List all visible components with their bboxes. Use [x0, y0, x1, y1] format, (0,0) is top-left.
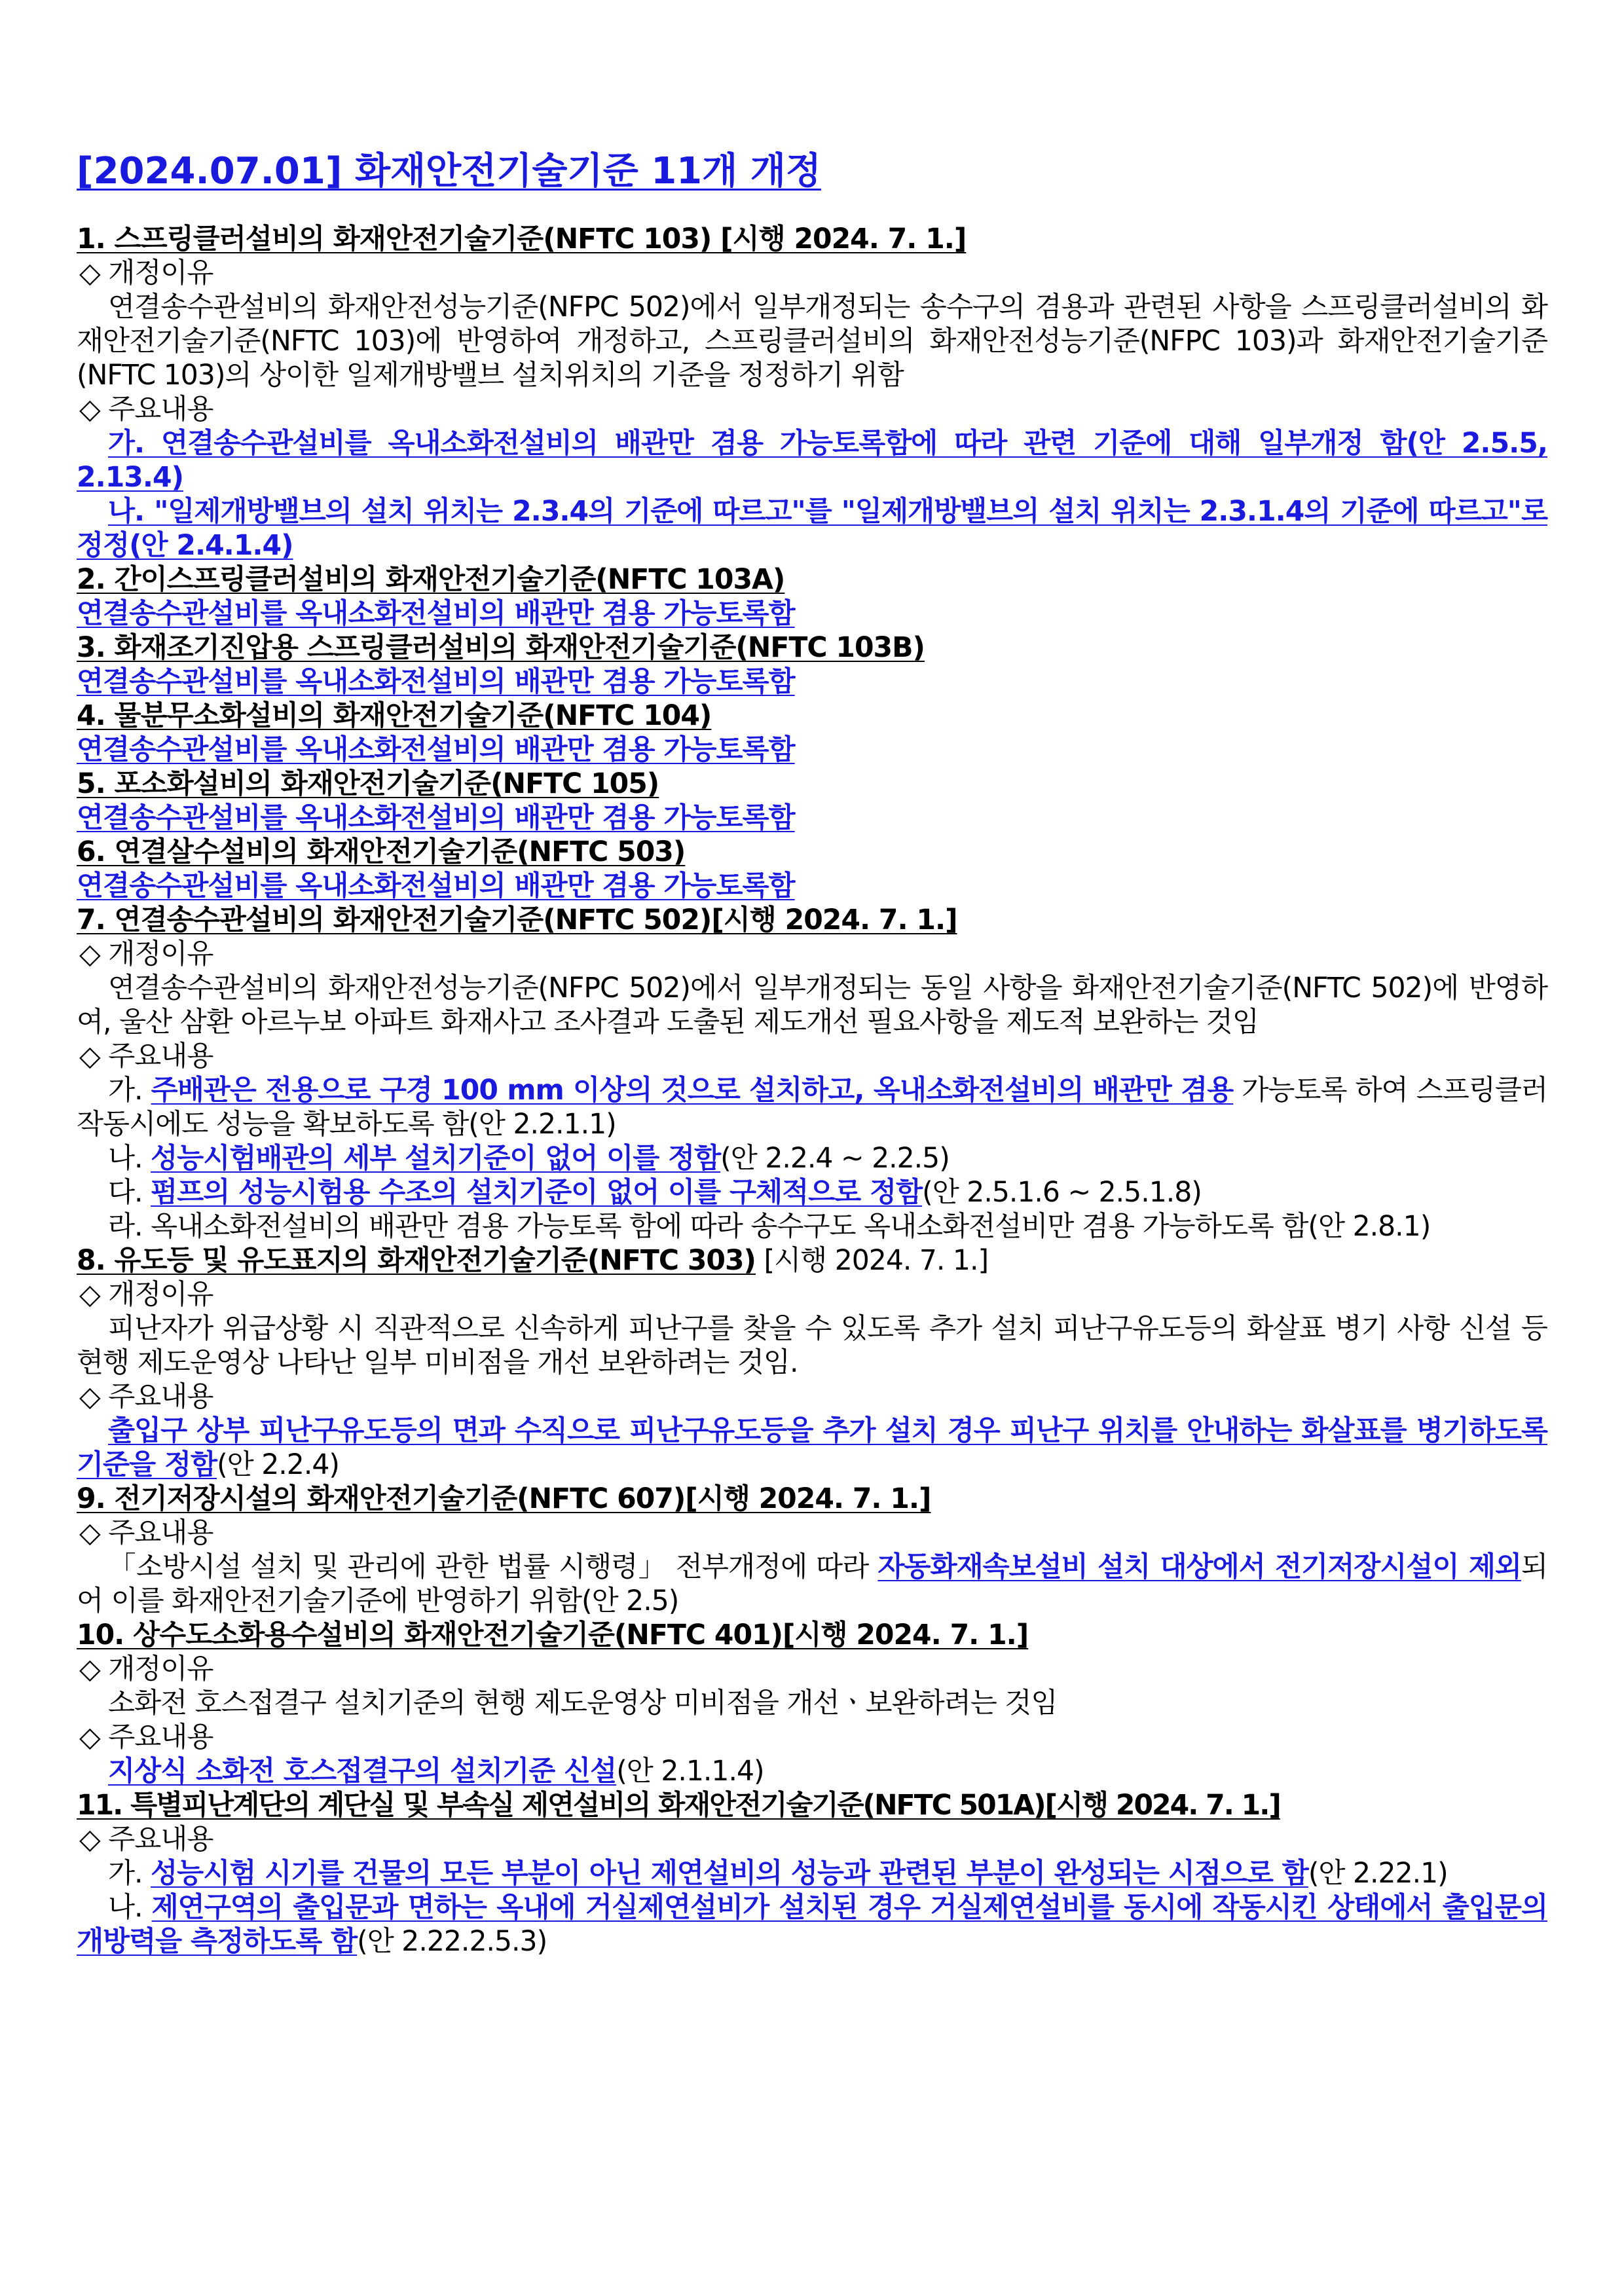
section-8-item-rest: (안 2.2.4) [217, 1449, 339, 1481]
section-3-heading: 3. 화재조기진압용 스프링클러설비의 화재안전기술기준(NFTC 103B) [77, 632, 925, 664]
section-5-heading: 5. 포소화설비의 화재안전기술기준(NFTC 105) [77, 768, 659, 800]
section-7-item-c-rest: (안 2.5.1.6 ~ 2.5.1.8) [922, 1177, 1202, 1209]
section-11-item-a-link[interactable]: 성능시험 시기를 건물의 모든 부분이 아닌 제연설비의 성능과 관련된 부분이 완성되는 시점으로 함 [151, 1858, 1308, 1890]
section-11-item-b [77, 1891, 1547, 1959]
section-7-item-d: 라. 옥내소화전설비의 배관만 겸용 가능토록 함에 따라 송수구도 옥내소화전설비만 겸용 가능하도록 함(안 2.8.1) [108, 1211, 1431, 1243]
section-7-item-a-link[interactable]: 주배관은 전용으로 구경 100 mm 이상의 것으로 설치하고, 옥내소화전설비의 배관만 겸용 [151, 1074, 1234, 1107]
section-8-heading-title: 8. 유도등 및 유도표지의 화재안전기술기준(NFTC 303) [77, 1245, 756, 1277]
section-3-link[interactable]: 연결송수관설비를 옥내소화전설비의 배관만 겸용 가능토록함 [77, 666, 795, 698]
section-8-content-label: ◇ 주요내용 [79, 1381, 213, 1413]
section-11-heading: 11. 특별피난계단의 계단실 및 부속실 제연설비의 화재안전기술기준(NFTC 501A)[시행 2024. 7. 1.] [77, 1790, 1280, 1822]
section-11-item-b-prefix: 나. [108, 1892, 152, 1924]
section-4-link[interactable]: 연결송수관설비를 옥내소화전설비의 배관만 겸용 가능토록함 [77, 734, 795, 766]
section-9-item-rest: 되어 이를 화재안전기술기준에 반영하기 위함(안 2.5) [77, 1551, 1548, 1617]
section-7-content-label: ◇ 주요내용 [79, 1040, 213, 1073]
section-11-content-label: ◇ 주요내용 [79, 1824, 213, 1856]
section-1-item-a[interactable]: 가. 연결송수관설비를 옥내소화전설비의 배관만 겸용 가능토록함에 따라 관련 기준에 대해 일부개정 함(안 2.5.5, 2.13.4) [77, 428, 1547, 494]
section-10-reason-text: 소화전 호스접결구 설치기준의 현행 제도운영상 미비점을 개선ㆍ보완하려는 것임 [108, 1687, 1058, 1719]
section-9-item-link[interactable]: 자동화재속보설비 설치 대상에서 전기저장시설이 제외 [877, 1551, 1521, 1583]
document-body [77, 145, 1547, 1959]
section-8-reason-label: ◇ 개정이유 [79, 1279, 213, 1311]
section-6-heading: 6. 연결살수설비의 화재안전기술기준(NFTC 503) [77, 836, 686, 868]
section-11-item-b-rest: (안 2.22.2.5.3) [357, 1926, 547, 1958]
section-7-item-b-prefix: 나. [108, 1143, 151, 1175]
section-7-item-a-rest: 가능토록 하여 스프링클러 작동시에도 성능을 확보하도록 함(안 2.2.1.1) [77, 1074, 1548, 1141]
section-5-link[interactable]: 연결송수관설비를 옥내소화전설비의 배관만 겸용 가능토록함 [77, 802, 795, 834]
section-6-link[interactable]: 연결송수관설비를 옥내소화전설비의 배관만 겸용 가능토록함 [77, 870, 795, 902]
section-7-heading: 7. 연결송수관설비의 화재안전기술기준(NFTC 502)[시행 2024. 7. 1.] [77, 904, 957, 936]
section-10-item-rest: (안 2.1.1.4) [616, 1755, 764, 1788]
section-7-reason-text: 연결송수관설비의 화재안전성능기준(NFPC 502)에서 일부개정되는 동일 사항을 화재안전기술기준(NFTC 502)에 반영하여, 울산 삼환 아르누보 아파트 화재사고 조사결과 도출된 제도개선 필요사항을 제도적 보완하는 것임 [77, 972, 1547, 1038]
section-1-heading: 1. 스프링클러설비의 화재안전기술기준(NFTC 103) [시행 2024. 7. 1.] [77, 223, 967, 255]
section-1-reason-label: ◇ 개정이유 [79, 257, 213, 289]
section-8-heading [77, 1244, 1547, 1278]
section-10-reason-label: ◇ 개정이유 [79, 1653, 213, 1685]
section-11-item-a-rest: (안 2.22.1) [1308, 1858, 1448, 1890]
section-8-heading-date: [시행 2024. 7. 1.] [755, 1245, 989, 1277]
section-9-item [77, 1551, 1547, 1619]
section-11-item-a [77, 1857, 1547, 1891]
section-7-item-b-rest: (안 2.2.4 ~ 2.2.5) [720, 1143, 950, 1175]
document-title[interactable]: [2024.07.01] 화재안전기술기준 11개 개정 [77, 150, 821, 193]
section-1-reason-text: 연결송수관설비의 화재안전성능기준(NFPC 502)에서 일부개정되는 송수구의 겸용과 관련된 사항을 스프링클러설비의 화재안전기술기준(NFTC 103)에 반영하여 개정하고, 스프링클러설비의 화재안전성능기준(NFPC 103)과 화재안전기술기준(NFTC 103)의 상이한 일제개방밸브 설치위치의 기준을 정정하기 위함 [77, 291, 1547, 392]
section-9-heading: 9. 전기저장시설의 화재안전기술기준(NFTC 607)[시행 2024. 7. 1.] [77, 1483, 931, 1515]
section-4-heading: 4. 물분무소화설비의 화재안전기술기준(NFTC 104) [77, 700, 712, 732]
section-7-item-c-prefix: 다. [108, 1177, 151, 1209]
section-11-item-b-link[interactable]: 제연구역의 출입문과 면하는 옥내에 거실제연설비가 설치된 경우 거실제연설비를 동시에 작동시킨 상태에서 출입문의 개방력을 측정하도록 함 [77, 1892, 1547, 1958]
section-10-item [77, 1755, 1547, 1789]
section-1-content-label: ◇ 주요내용 [79, 394, 213, 426]
section-2-heading: 2. 간이스프링클러설비의 화재안전기술기준(NFTC 103A) [77, 564, 785, 596]
section-9-content-label: ◇ 주요내용 [79, 1517, 213, 1549]
section-8-item [77, 1414, 1547, 1482]
section-10-content-label: ◇ 주요내용 [79, 1721, 213, 1753]
section-10-item-link[interactable]: 지상식 소화전 호스접결구의 설치기준 신설 [108, 1755, 617, 1788]
section-7-item-c-link[interactable]: 펌프의 성능시험용 수조의 설치기준이 없어 이를 구체적으로 정함 [151, 1177, 923, 1209]
section-7-item-a-prefix: 가. [108, 1074, 151, 1107]
section-7-item-a [77, 1074, 1547, 1142]
section-8-item-link[interactable]: 출입구 상부 피난구유도등의 면과 수직으로 피난구유도등을 추가 설치 경우 피난구 위치를 안내하는 화살표를 병기하도록 기준을 정함 [77, 1415, 1547, 1481]
section-7-item-b [77, 1142, 1547, 1176]
section-8-reason-text: 피난자가 위급상황 시 직관적으로 신속하게 피난구를 찾을 수 있도록 추가 설치 피난구유도등의 화살표 병기 사항 신설 등 현행 제도운영상 나타난 일부 미비점을 개선 보완하려는 것임. [77, 1313, 1547, 1379]
section-10-heading: 10. 상수도소화용수설비의 화재안전기술기준(NFTC 401)[시행 2024. 7. 1.] [77, 1619, 1029, 1651]
section-9-item-pre: 「소방시설 설치 및 관리에 관한 법률 시행령」 전부개정에 따라 [108, 1551, 878, 1583]
section-1-item-b[interactable]: 나. "일제개방밸브의 설치 위치는 2.3.4의 기준에 따르고"를 "일제개방밸브의 설치 위치는 2.3.1.4의 기준에 따르고"로 정정(안 2.4.1.4) [77, 496, 1547, 562]
section-2-link[interactable]: 연결송수관설비를 옥내소화전설비의 배관만 겸용 가능토록함 [77, 598, 795, 630]
section-7-item-b-link[interactable]: 성능시험배관의 세부 설치기준이 없어 이를 정함 [151, 1143, 721, 1175]
section-11-item-a-prefix: 가. [108, 1858, 151, 1890]
section-7-reason-label: ◇ 개정이유 [79, 938, 213, 970]
section-7-item-c [77, 1176, 1547, 1210]
